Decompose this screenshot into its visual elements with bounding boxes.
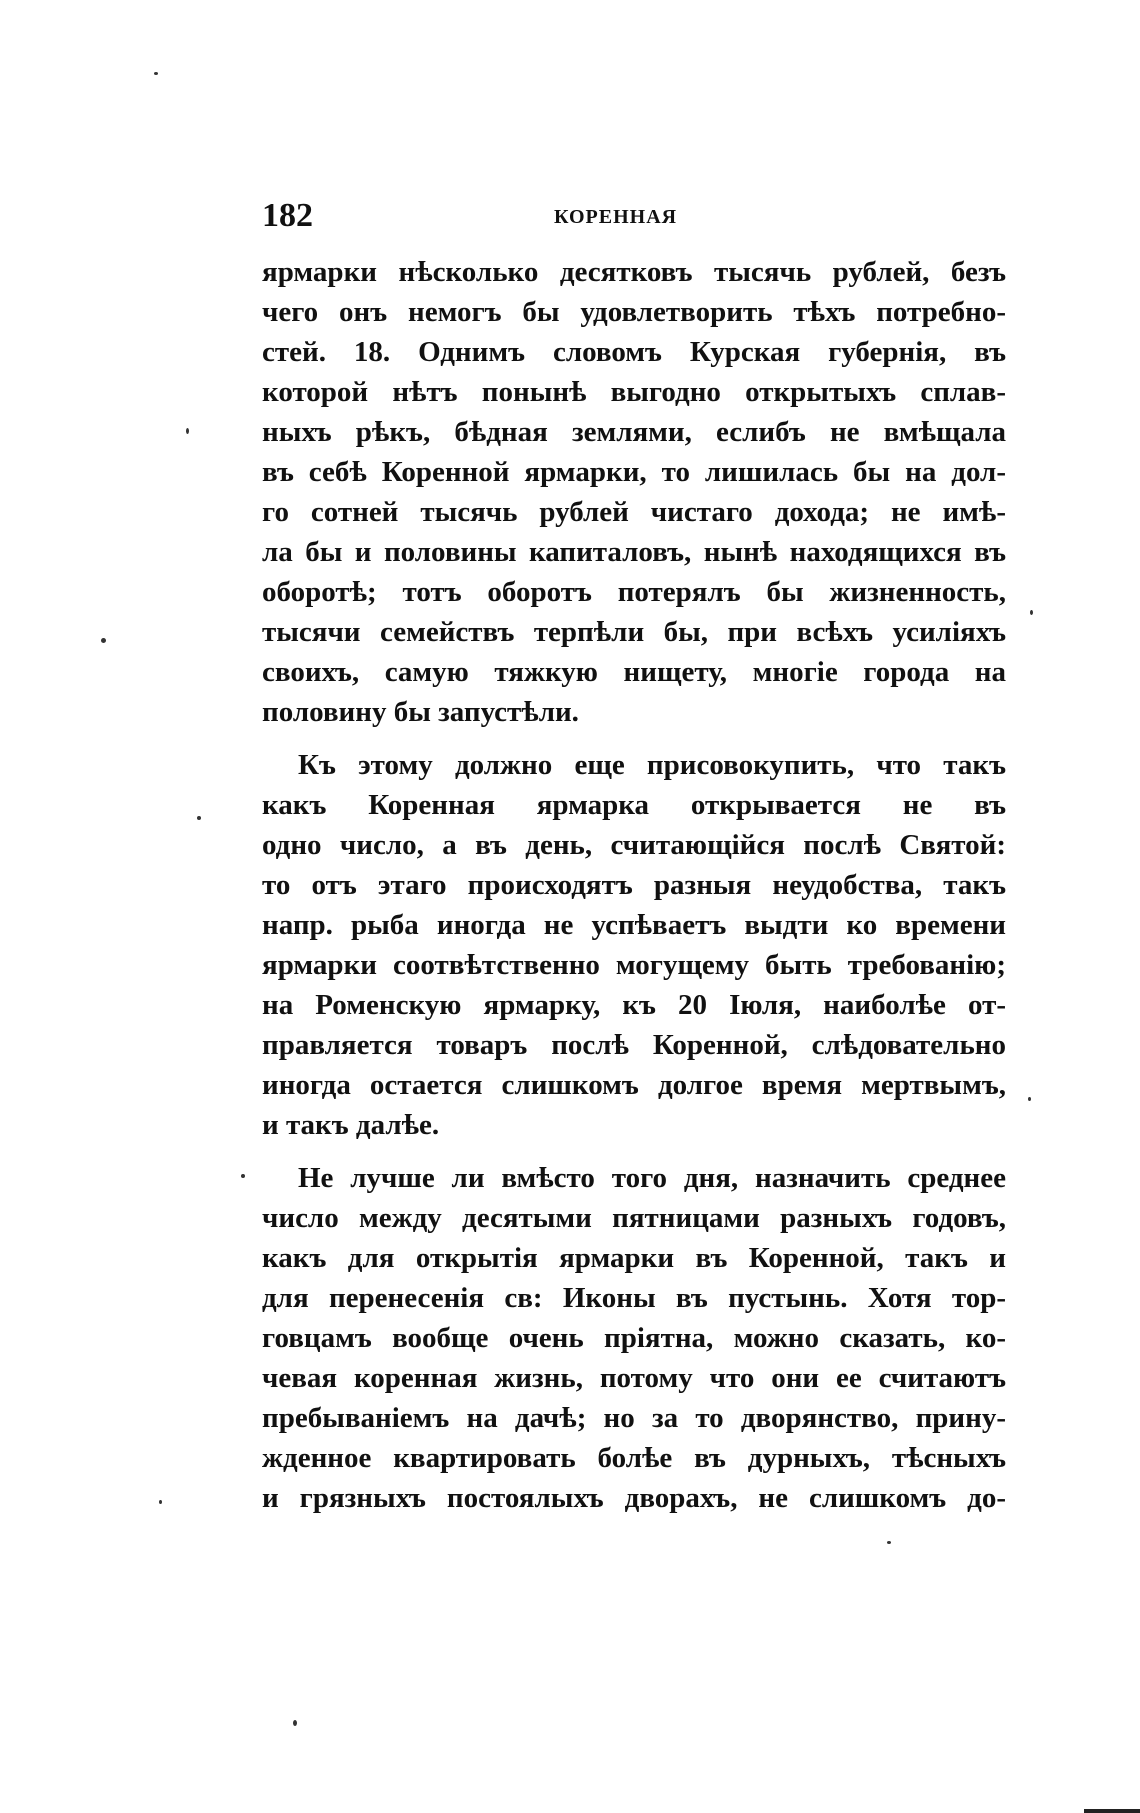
text-line: своихъ, самую тяжкую нищету, многіе города на: [262, 656, 1006, 688]
text-line: чего онъ немогъ бы удовлетворить тѣхъ потребно-: [262, 296, 1006, 328]
paragraph-2: [262, 745, 1006, 1145]
text-line: то отъ этаго происходятъ разныя неудобства, такъ: [262, 869, 1006, 901]
text-line: ярмарки нѣсколько десятковъ тысячь рублей, безъ: [262, 256, 1006, 288]
text-line: Не лучше ли вмѣсто того дня, назначить среднее: [298, 1162, 1006, 1194]
paragraph-gap: [262, 732, 1006, 745]
paragraph-1: [262, 252, 1006, 732]
scan-speck: [159, 1500, 162, 1504]
scan-speck: [101, 638, 106, 643]
text-line: какъ для открытія ярмарки въ Коренной, такъ и: [262, 1242, 1006, 1274]
paragraph-3: [262, 1158, 1006, 1518]
page-number: 182: [262, 197, 313, 234]
text-line: чевая коренная жизнь, потому что они ее считаютъ: [262, 1362, 1006, 1394]
text-line: жденное квартировать болѣе въ дурныхъ, тѣсныхъ: [262, 1442, 1006, 1474]
text-line: стей. 18. Однимъ словомъ Курская губернія, въ: [262, 336, 1006, 368]
section-title: КОРЕННАЯ: [554, 206, 678, 228]
text-line: го сотней тысячь рублей чистаго дохода; не имѣ-: [262, 496, 1006, 528]
scan-speck: [293, 1720, 297, 1726]
text-line: ныхъ рѣкъ, бѣдная землями, еслибъ не вмѣщала: [262, 416, 1006, 448]
text-line: число между десятыми пятницами разныхъ годовъ,: [262, 1202, 1006, 1234]
scan-speck: [186, 428, 189, 434]
text-line: для перенесенія св: Иконы въ пустынь. Хотя тор-: [262, 1282, 1006, 1314]
text-line: въ себѣ Коренной ярмарки, то лишилась бы на дол-: [262, 456, 1006, 488]
body-text: [262, 252, 1006, 1518]
text-line: правляется товаръ послѣ Коренной, слѣдовательно: [262, 1029, 1006, 1061]
text-line: пребываніемъ на дачѣ; но за то дворянство, прину-: [262, 1402, 1006, 1434]
text-line: тысячи семействъ терпѣли бы, при всѣхъ усиліяхъ: [262, 616, 1006, 648]
scan-speck: [154, 72, 158, 75]
text-line: говцамъ вообще очень пріятна, можно сказать, ко-: [262, 1322, 1006, 1354]
scan-speck: [197, 816, 201, 820]
scan-speck: [241, 1174, 245, 1178]
text-line: ла бы и половины капиталовъ, нынѣ находящихся въ: [262, 536, 1006, 568]
scan-edge-mark: [1084, 1809, 1140, 1813]
text-line: ярмарки соотвѣтственно могущему быть требованію;: [262, 949, 1006, 981]
text-line: иногда остается слишкомъ долгое время мертвымъ,: [262, 1069, 1006, 1101]
scan-speck: [887, 1541, 891, 1544]
text-line: и грязныхъ постоялыхъ дворахъ, не слишкомъ до-: [262, 1482, 1006, 1514]
text-line: напр. рыба иногда не успѣваетъ выдти ко времени: [262, 909, 1006, 941]
scan-speck: [1028, 1097, 1031, 1101]
text-line: одно число, а въ день, считающійся послѣ Святой:: [262, 829, 1006, 861]
text-line: половину бы запустѣли.: [262, 696, 579, 728]
text-line: на Роменскую ярмарку, къ 20 Іюля, наиболѣе от-: [262, 989, 1006, 1021]
text-line: Къ этому должно еще присовокупить, что такъ: [298, 749, 1006, 781]
scan-speck: [1030, 610, 1033, 615]
text-line: оборотѣ; тотъ оборотъ потерялъ бы жизненность,: [262, 576, 1006, 608]
text-line: и такъ далѣе.: [262, 1109, 440, 1141]
text-line: какъ Коренная ярмарка открывается не въ: [262, 789, 1006, 821]
running-head: [262, 196, 1022, 236]
paragraph-gap: [262, 1145, 1006, 1158]
text-line: которой нѣтъ понынѣ выгодно открытыхъ сплав-: [262, 376, 1006, 408]
